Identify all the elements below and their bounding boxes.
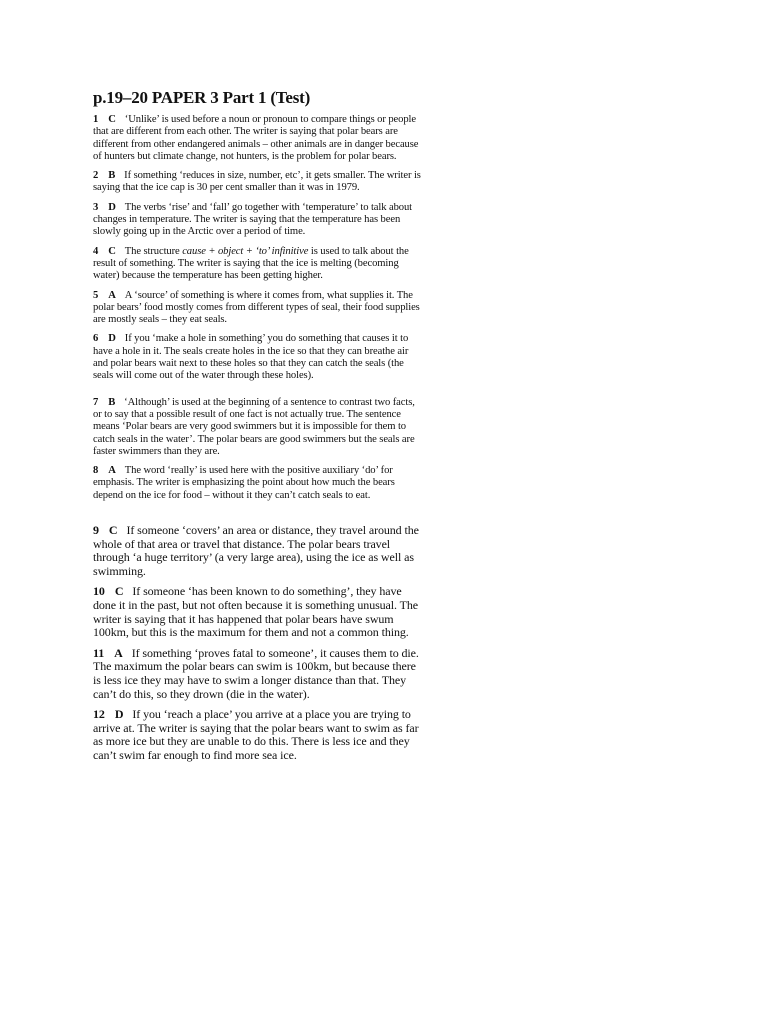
- question-number: 3: [93, 201, 99, 213]
- answer-key-page: [93, 88, 423, 770]
- explanation-text: The word ‘really’ is used here with the positive auxiliary ‘do’ for emphasis. The writer is emphasizing the point about how much the bears depend on the ice for food – without it they can’t catch seals to eat.: [93, 465, 395, 501]
- question-number: 2: [93, 170, 99, 182]
- explanation-text: If something ‘proves fatal to someone’, it causes them to die. The maximum the polar bears can swim is 100km, but because there is less ice they may have to swim a longer distance than that. They can’t do this, so they drown (die in the water).: [93, 645, 419, 701]
- answer-entry-3: [93, 202, 423, 239]
- answer-entry-12: [93, 708, 423, 762]
- answer-entry-2: [93, 170, 423, 195]
- explanation-text: If someone ‘has been known to do something’, they have done it in the past, but not often because it is something unusual. The writer is saying that it has happened that polar bears have swum 100km, but this is the maximum for them and not a common thing.: [93, 584, 418, 640]
- question-number: 4: [93, 245, 99, 257]
- answer-entry-1: [93, 114, 423, 163]
- explanation-text: The verbs ‘rise’ and ‘fall’ go together with ‘temperature’ to talk about changes in temperature. The writer is saying that the temperature has been slowly going up in the Arctic over a period of time.: [93, 201, 413, 238]
- answer-letter: B: [108, 396, 116, 408]
- answer-letter: C: [108, 245, 116, 257]
- question-number: 6: [93, 333, 99, 345]
- explanation-text: If you ‘reach a place’ you arrive at a place you are trying to arrive at. The writer is saying that the polar bears want to swim as far as more ice but they are unable to do this. There is less ice and they can’t swim far enough to find more sea ice.: [93, 707, 419, 762]
- answer-letter: D: [108, 201, 116, 213]
- explanation-text: ‘Although’ is used at the beginning of a sentence to contrast two facts, or to say that a possible result of one fact is not actually true. The sentence means ‘Polar bears are very good swimmers but it is impossible for them to catch seals in the water’. The polar bears are good swimmers but the seals are faster swimmers than they are.: [93, 396, 415, 457]
- explanation-text: If someone ‘covers’ an area or distance, they travel around the whole of that area or travel that distance. The polar bears travel through ‘a huge territory’ (a very large area), using the ice as well as swimming.: [93, 523, 419, 578]
- answer-entry-6: [93, 333, 423, 382]
- explanation-structure-italic: cause + object + ‘to’ infinitive: [182, 245, 309, 257]
- answer-letter: C: [108, 114, 116, 125]
- answer-letter: D: [108, 333, 116, 345]
- answer-letter: B: [108, 170, 116, 182]
- answer-entry-7: [93, 397, 423, 458]
- explanation-text: If you ‘make a hole in something’ you do something that causes it to have a hole in it. The seals create holes in the ice so that they can breathe air and polar bears wait next to these holes so that they can catch the seals (the seals will come out of the water through these holes).: [93, 333, 409, 382]
- answer-entry-4: [93, 246, 423, 283]
- answer-letter: C: [114, 584, 124, 599]
- answer-entry-10: [93, 585, 423, 639]
- page-title: p.19–20 PAPER 3 Part 1 (Test): [93, 88, 311, 107]
- answer-letter: A: [114, 645, 123, 660]
- answer-entry-11: [93, 647, 423, 701]
- answer-entry-5: [93, 290, 423, 327]
- question-number: 7: [93, 396, 99, 408]
- question-number: 8: [93, 465, 99, 477]
- answer-letter: A: [108, 465, 116, 477]
- question-number: 5: [93, 289, 99, 301]
- answer-letter: A: [108, 289, 116, 301]
- explanation-text-end: is used to talk about the result of something. The writer is saying that the ice is melting (becoming water) because the temperature has been getting higher.: [93, 245, 409, 282]
- answer-letter: C: [108, 523, 118, 538]
- explanation-text: A ‘source’ of something is where it comes from, what supplies it. The polar bears’ food mostly comes from different types of seal, their food supplies are mostly seals – they eat seals.: [93, 289, 420, 326]
- answer-entry-8: [93, 465, 423, 502]
- answer-entry-9: [93, 524, 423, 578]
- question-number: 1: [93, 114, 99, 125]
- question-number: 12: [93, 707, 105, 722]
- question-number: 9: [93, 523, 99, 538]
- explanation-text: If something ‘reduces in size, number, etc’, it gets smaller. The writer is saying that the ice cap is 30 per cent smaller than it was in 1979.: [93, 170, 421, 194]
- question-number: 11: [93, 645, 105, 660]
- explanation-text: ‘Unlike’ is used before a noun or pronoun to compare things or people that are different from each other. The writer is saying that polar bears are different from other endangered animals – other animals are in danger because of hunters but climate change, not hunters, is the problem for polar bears.: [93, 114, 419, 162]
- question-number: 10: [93, 584, 105, 599]
- answer-letter: D: [114, 707, 124, 722]
- explanation-text-start: The structure: [124, 245, 183, 257]
